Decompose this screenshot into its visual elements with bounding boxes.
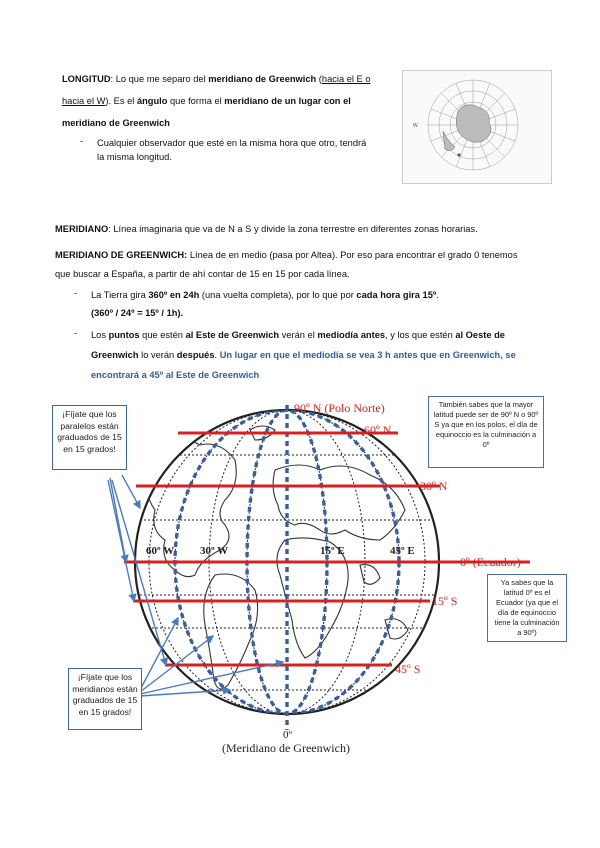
lon-30w-label: 30º W <box>200 545 229 557</box>
lon-60w-label: 60º W <box>146 545 175 557</box>
rotation-formula: (360º / 24º = 15º / 1h). <box>91 308 184 318</box>
lat-30n-label: 30º N <box>420 479 448 493</box>
longitud-bullet: Cualquier observador que esté en la misma hora que otro, tendrá la misma longitud. <box>97 138 367 162</box>
longitud-paragraph: LONGITUD: Lo que me separo del meridiano de Greenwich (hacia el E o <box>62 74 371 84</box>
lat-45s-label: 45º S <box>395 662 421 676</box>
lat-15s-label: 15º S <box>432 594 458 608</box>
greenwich-caption: (Meridiano de Greenwich) <box>222 741 350 755</box>
north-pole-label: 90º N (Polo Norte) <box>294 401 385 415</box>
parallels-callout: ¡Fíjate que los paralelos están graduados de 15 en 15 grados! <box>52 405 127 470</box>
meridians-callout: ¡Fíjate que los meridianos están graduados de 15 en 15 grados! <box>68 668 142 730</box>
top-right-note: También sabes que la mayor latitud puede ser de 90º N o 90º S ya que en los polos, el día de equinoccio es la culminación a 0º <box>428 396 544 468</box>
svg-text:W: W <box>413 123 418 129</box>
earth-rotation-bullet: La Tierra gira 360º en 24h (una vuelta completa), por lo que por cada hora gira 15º. <box>91 290 439 300</box>
east-west-bullet: Los puntos que estén al Este de Greenwich verán el mediodía antes, y los que estén al Oeste de <box>91 330 505 340</box>
mid-right-note: Ya sabes que la latitud 0º es el Ecuador (ya que el día de equinoccio tiene la culminación a 90º) <box>487 574 567 642</box>
zero-meridian-label: 0º <box>283 729 292 741</box>
east-west-bullet-line3: encontrará a 45º al Este de Greenwich <box>91 370 260 380</box>
longitud-term: LONGITUD <box>62 74 111 84</box>
longitud-paragraph-line2: hacia el W). Es el ángulo que forma el meridiano de un lugar con el <box>62 96 351 106</box>
lat-60n-label: 60º N <box>364 423 392 437</box>
lon-45e-label: 45º E <box>390 545 415 557</box>
greenwich-definition-line2: que buscar a España, a partir de ahí contar de 15 en 15 por cada línea. <box>55 269 350 279</box>
east-west-bullet-line2: Greenwich lo verán después. Un lugar en que el mediodía se vea 3 h antes que en Greenwich, se <box>91 350 516 360</box>
polar-projection-image <box>402 70 552 184</box>
meridiano-definition: MERIDIANO: Línea imaginaria que va de N a S y divide la zona terrestre en diferentes zonas horarias. <box>55 224 478 234</box>
lon-15e-label: 15º E <box>320 545 345 557</box>
lat-0-label: 0º (Ecuador) <box>460 555 521 569</box>
longitud-paragraph-line3: meridiano de Greenwich <box>62 118 170 128</box>
greenwich-definition: MERIDIANO DE GREENWICH: Línea de en medio (pasa por Altea). Por eso para encontrar el grado 0 tenemos <box>55 250 518 260</box>
